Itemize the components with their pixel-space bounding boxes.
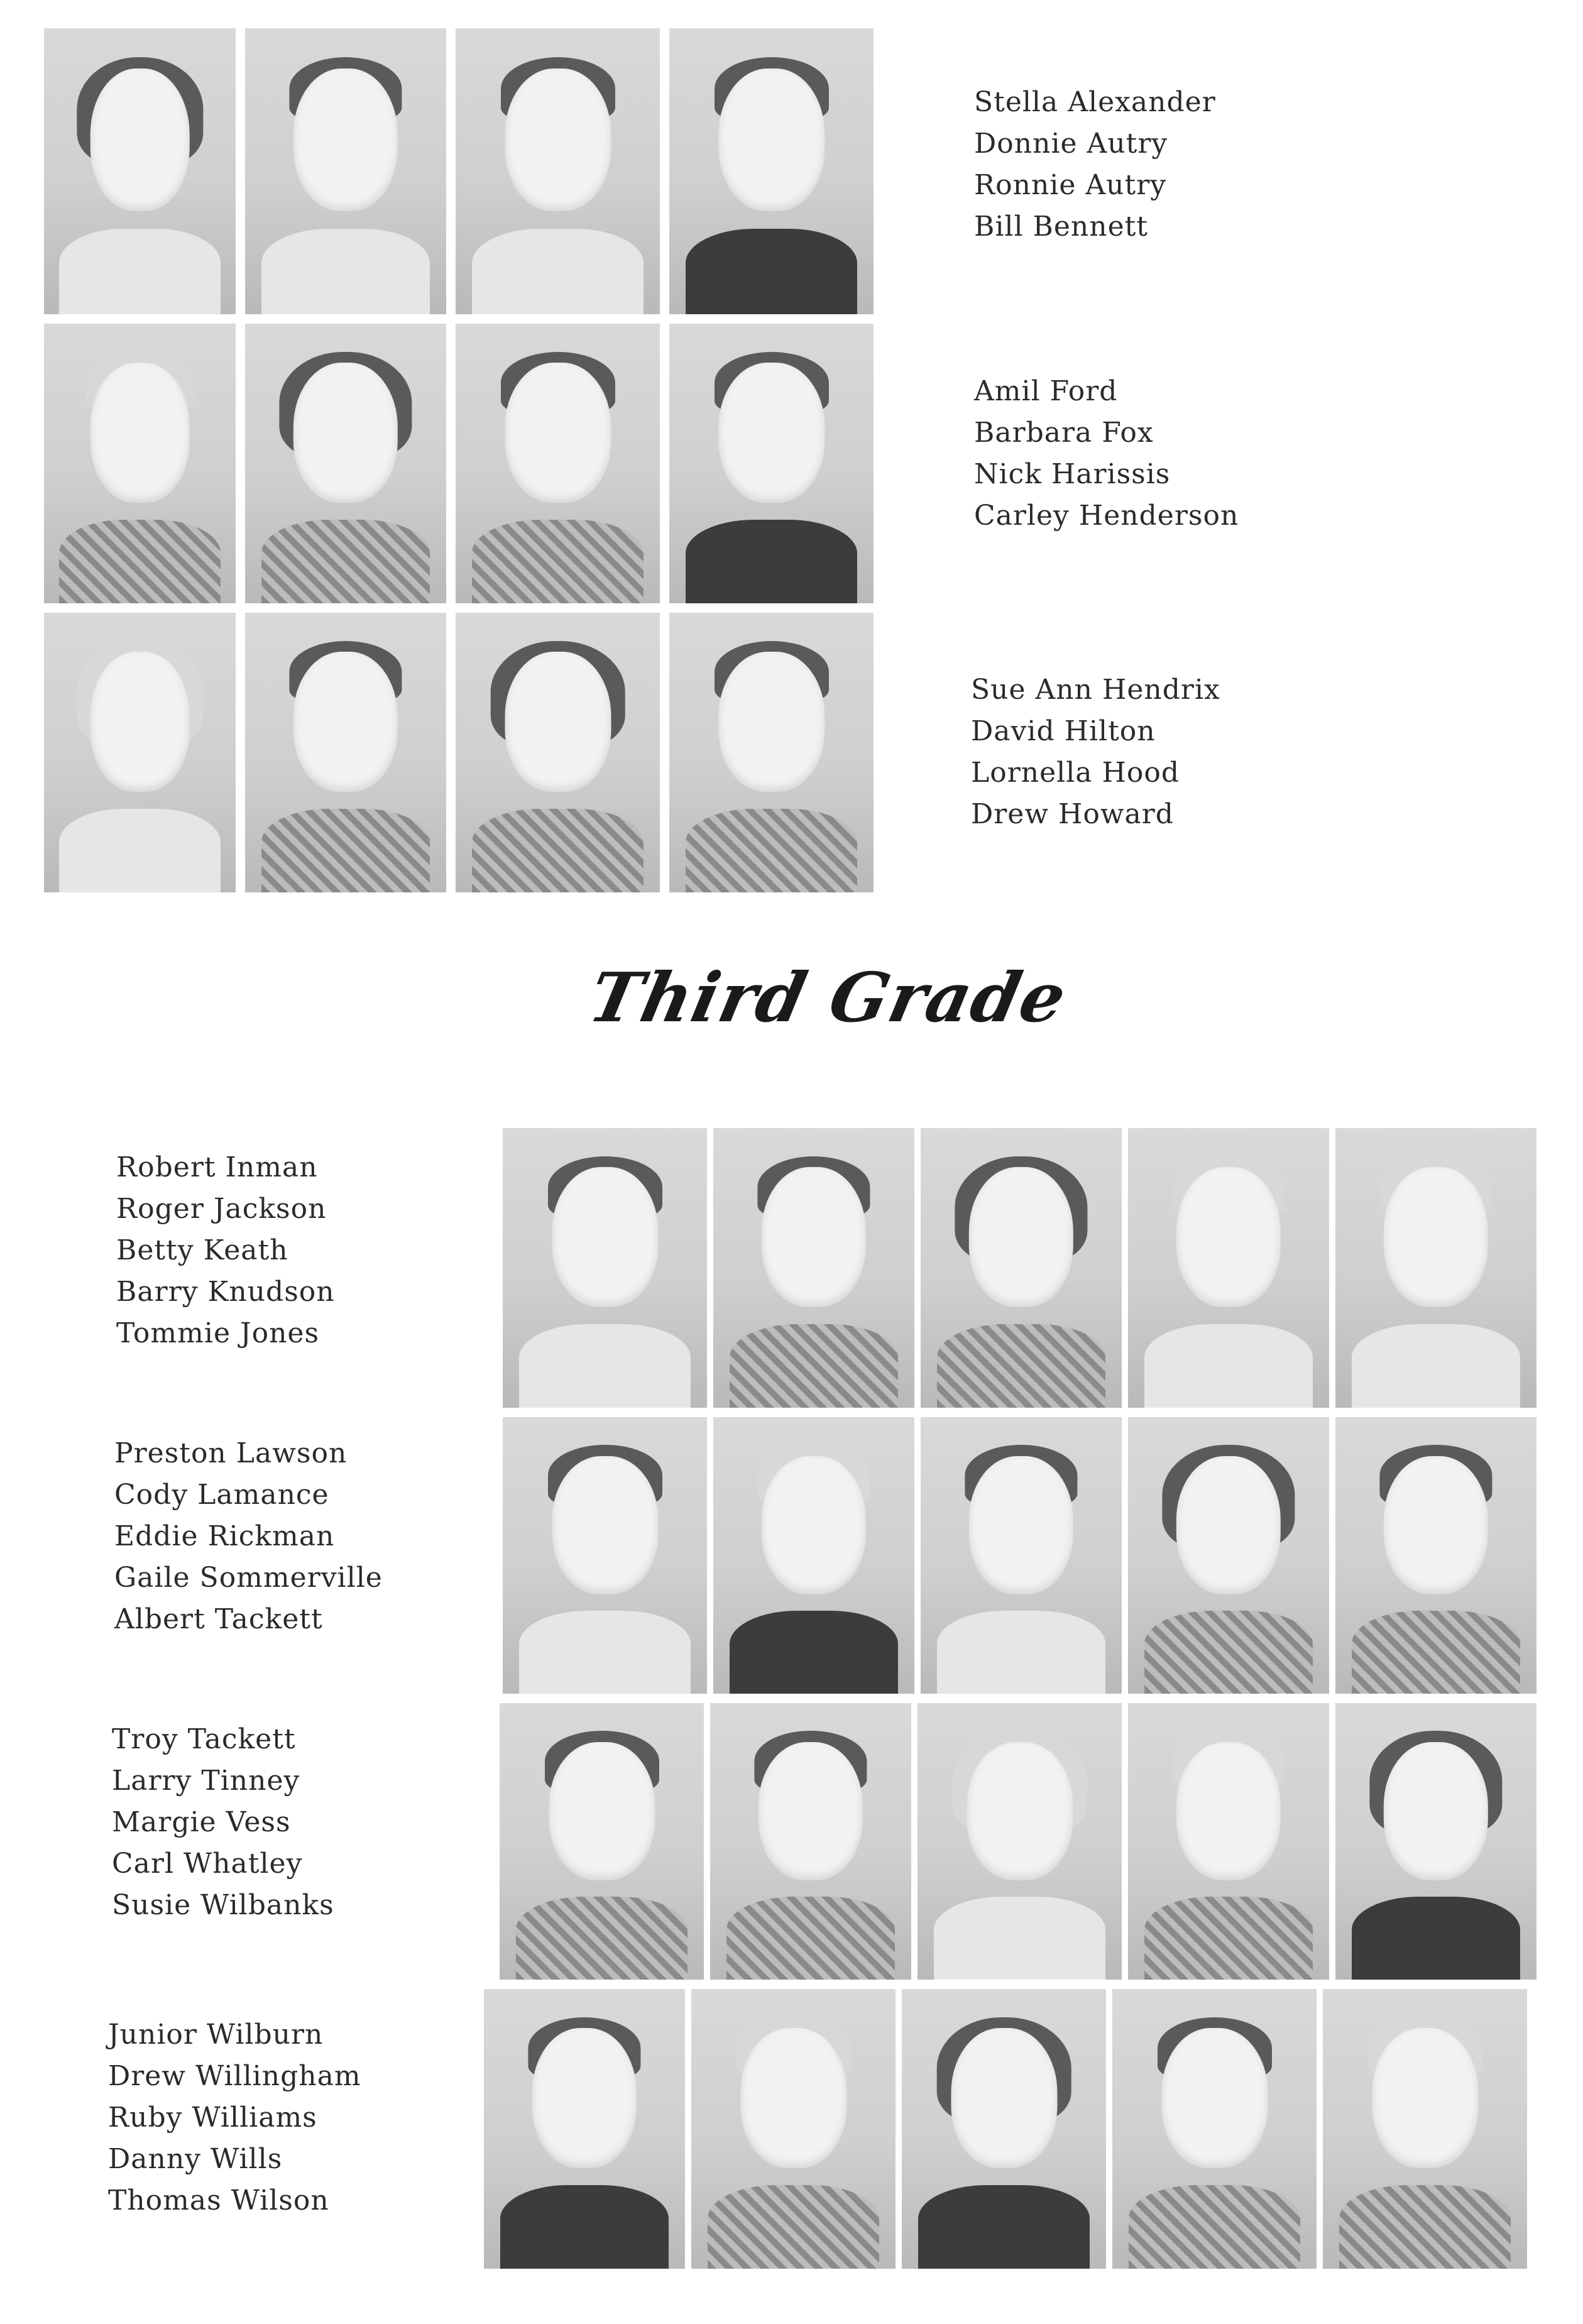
student-name: Drew Willingham [108, 2060, 361, 2092]
student-photo [713, 1417, 914, 1694]
student-name: Tommie Jones [116, 1317, 320, 1349]
name-list [108, 2014, 361, 2222]
student-name: Nick Harissis [974, 458, 1171, 490]
student-name: Sue Ann Hendrix [971, 674, 1220, 706]
student-photo [1128, 1417, 1329, 1694]
student-photo [902, 1989, 1106, 2269]
student-photo [1128, 1703, 1329, 1980]
student-name: Ronnie Autry [974, 169, 1167, 201]
student-name: Betty Keath [116, 1234, 288, 1266]
student-name: Thomas Wilson [108, 2184, 329, 2217]
student-photo [503, 1128, 707, 1408]
student-name: Eddie Rickman [114, 1520, 335, 1552]
student-photo [917, 1703, 1122, 1980]
student-name: Stella Alexander [974, 86, 1216, 118]
student-photo [669, 324, 874, 603]
student-photo [1335, 1128, 1536, 1408]
student-photo [245, 28, 446, 314]
student-photo [44, 613, 236, 892]
student-photo [245, 324, 446, 603]
student-name: Barbara Fox [974, 417, 1154, 449]
student-photo [710, 1703, 911, 1980]
student-name: Troy Tackett [112, 1723, 296, 1755]
student-name: Drew Howard [971, 798, 1174, 830]
student-name: Bill Bennett [974, 211, 1148, 243]
name-list [116, 1147, 335, 1354]
student-name: Lornella Hood [971, 757, 1180, 789]
student-photo [1335, 1417, 1536, 1694]
name-list [112, 1719, 334, 1926]
student-name: David Hilton [971, 715, 1156, 747]
student-photo [1323, 1989, 1527, 2269]
student-name: Barry Knudson [116, 1276, 335, 1308]
section-title: Third Grade [582, 958, 1074, 1038]
name-list [114, 1433, 383, 1640]
student-name: Junior Wilburn [108, 2019, 324, 2051]
student-name: Carl Whatley [112, 1848, 303, 1880]
student-name: Cody Lamance [114, 1479, 329, 1511]
student-photo [456, 613, 660, 892]
student-photo [1335, 1703, 1536, 1980]
student-name: Danny Wills [108, 2143, 283, 2175]
student-photo [503, 1417, 707, 1694]
student-photo [669, 28, 874, 314]
student-photo [44, 324, 236, 603]
student-photo [456, 324, 660, 603]
student-name: Donnie Autry [974, 128, 1168, 160]
student-photo [245, 613, 446, 892]
student-name: Roger Jackson [116, 1193, 327, 1225]
student-photo [500, 1703, 704, 1980]
student-name: Larry Tinney [112, 1765, 300, 1797]
student-photo [44, 28, 236, 314]
student-photo [921, 1417, 1122, 1694]
student-name: Ruby Williams [108, 2102, 317, 2134]
student-photo [1112, 1989, 1317, 2269]
student-name: Susie Wilbanks [112, 1889, 334, 1921]
student-photo [691, 1989, 896, 2269]
student-name: Robert Inman [116, 1151, 318, 1183]
student-name: Gaile Sommerville [114, 1562, 383, 1594]
student-photo [713, 1128, 914, 1408]
student-photo [1128, 1128, 1329, 1408]
name-list [974, 371, 1239, 537]
student-name: Albert Tackett [114, 1603, 323, 1635]
student-photo [484, 1989, 685, 2269]
student-name: Carley Henderson [974, 500, 1239, 532]
student-name: Amil Ford [974, 375, 1118, 407]
student-photo [456, 28, 660, 314]
student-photo [669, 613, 874, 892]
name-list [974, 82, 1216, 248]
student-name: Margie Vess [112, 1806, 291, 1838]
student-photo [921, 1128, 1122, 1408]
student-name: Preston Lawson [114, 1437, 348, 1469]
name-list [971, 669, 1220, 835]
